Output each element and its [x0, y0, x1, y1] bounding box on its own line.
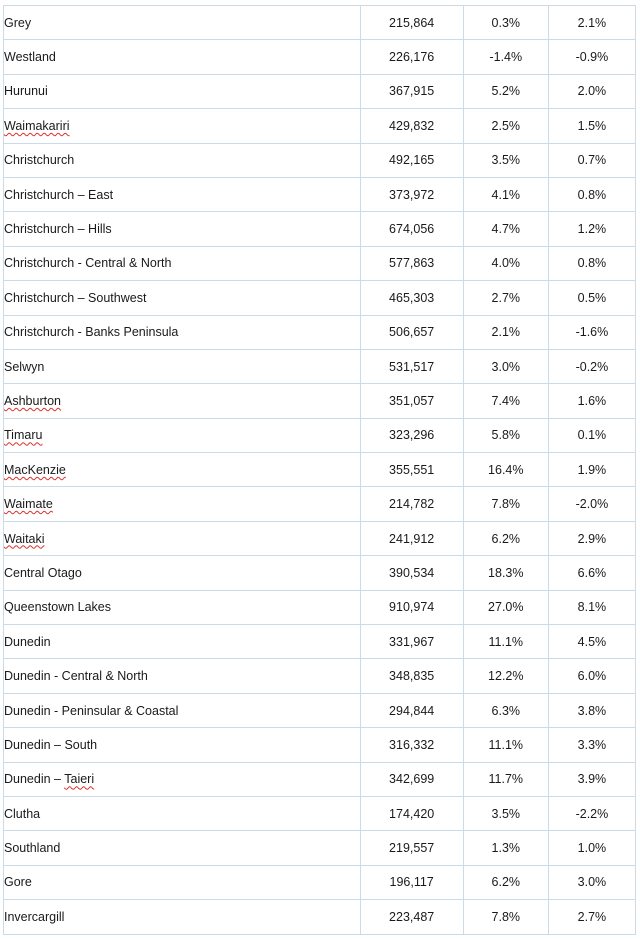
value-cell[interactable]: 342,699: [360, 762, 463, 796]
spellcheck-flagged-word: Waitaki: [4, 531, 45, 546]
region-name-cell[interactable]: [4, 349, 361, 383]
region-name-cell[interactable]: [4, 762, 361, 796]
value-cell[interactable]: 355,551: [360, 453, 463, 487]
table-row: [4, 349, 636, 383]
region-name-cell[interactable]: [4, 40, 361, 74]
value-cell[interactable]: 373,972: [360, 177, 463, 211]
region-name-text: Selwyn: [4, 359, 45, 374]
value-cell[interactable]: 390,534: [360, 556, 463, 590]
annual-change-cell[interactable]: 0.5%: [548, 281, 635, 315]
table-row: [4, 831, 636, 865]
annual-change-cell[interactable]: -1.6%: [548, 315, 635, 349]
spellcheck-flagged-word: Ashburton: [4, 393, 61, 408]
region-name-prefix: Dunedin –: [4, 772, 65, 787]
value-cell[interactable]: 174,420: [360, 796, 463, 830]
region-name-cell[interactable]: [4, 900, 361, 934]
annual-change-cell[interactable]: 0.1%: [548, 418, 635, 452]
region-name-cell[interactable]: [4, 109, 361, 143]
value-cell[interactable]: 506,657: [360, 315, 463, 349]
region-name-text: Westland: [4, 50, 56, 65]
region-name-text: Christchurch – East: [4, 187, 114, 202]
annual-change-cell[interactable]: 2.1%: [548, 6, 635, 40]
percent-change-cell[interactable]: 7.4%: [463, 384, 548, 418]
value-cell[interactable]: 215,864: [360, 6, 463, 40]
annual-change-cell[interactable]: 1.6%: [548, 384, 635, 418]
spellcheck-flagged-word: Timaru: [4, 428, 43, 443]
value-cell[interactable]: 348,835: [360, 659, 463, 693]
region-name-cell[interactable]: [4, 487, 361, 521]
annual-change-cell[interactable]: -2.2%: [548, 796, 635, 830]
annual-change-cell[interactable]: 0.7%: [548, 143, 635, 177]
percent-change-cell[interactable]: 4.1%: [463, 177, 548, 211]
table-row: [4, 556, 636, 590]
percent-change-cell[interactable]: 3.5%: [463, 796, 548, 830]
value-cell[interactable]: 429,832: [360, 109, 463, 143]
region-name-text: Christchurch – Hills: [4, 222, 112, 237]
table-row: [4, 418, 636, 452]
table-row: [4, 659, 636, 693]
percent-change-cell[interactable]: 16.4%: [463, 453, 548, 487]
region-name-cell[interactable]: [4, 728, 361, 762]
table-row: [4, 728, 636, 762]
annual-change-cell[interactable]: 1.5%: [548, 109, 635, 143]
percent-change-cell[interactable]: 11.1%: [463, 728, 548, 762]
percent-change-cell[interactable]: 6.2%: [463, 865, 548, 899]
table-row: [4, 315, 636, 349]
value-cell[interactable]: 577,863: [360, 246, 463, 280]
value-cell[interactable]: 465,303: [360, 281, 463, 315]
annual-change-cell[interactable]: 0.8%: [548, 246, 635, 280]
value-cell[interactable]: 367,915: [360, 74, 463, 108]
value-cell[interactable]: 316,332: [360, 728, 463, 762]
region-name-cell[interactable]: [4, 796, 361, 830]
region-name-text: Christchurch: [4, 153, 75, 168]
region-name-text: Hurunui: [4, 84, 48, 99]
annual-change-cell[interactable]: 1.9%: [548, 453, 635, 487]
table-row: [4, 40, 636, 74]
region-name-cell[interactable]: [4, 6, 361, 40]
region-name-text: Central Otago: [4, 565, 82, 580]
region-name-cell[interactable]: [4, 625, 361, 659]
region-name-cell[interactable]: [4, 143, 361, 177]
table-row: [4, 143, 636, 177]
percent-change-cell[interactable]: 3.0%: [463, 349, 548, 383]
region-name-cell[interactable]: [4, 418, 361, 452]
region-name-cell[interactable]: [4, 556, 361, 590]
annual-change-cell[interactable]: 3.3%: [548, 728, 635, 762]
table-body: [4, 6, 636, 935]
annual-change-cell[interactable]: 0.8%: [548, 177, 635, 211]
value-cell[interactable]: 351,057: [360, 384, 463, 418]
region-name-cell[interactable]: [4, 74, 361, 108]
table-row: [4, 762, 636, 796]
region-data-table: [3, 5, 636, 935]
table-row: [4, 900, 636, 934]
value-cell[interactable]: 214,782: [360, 487, 463, 521]
percent-change-cell[interactable]: 4.0%: [463, 246, 548, 280]
annual-change-cell[interactable]: -2.0%: [548, 487, 635, 521]
value-cell[interactable]: 674,056: [360, 212, 463, 246]
annual-change-cell[interactable]: 1.2%: [548, 212, 635, 246]
percent-change-cell[interactable]: 2.7%: [463, 281, 548, 315]
value-cell[interactable]: 226,176: [360, 40, 463, 74]
annual-change-cell[interactable]: 6.0%: [548, 659, 635, 693]
annual-change-cell[interactable]: 4.5%: [548, 625, 635, 659]
annual-change-cell[interactable]: 3.0%: [548, 865, 635, 899]
table-row: [4, 6, 636, 40]
table-row: [4, 865, 636, 899]
region-name-cell[interactable]: [4, 246, 361, 280]
region-name-text: Southland: [4, 841, 61, 856]
percent-change-cell[interactable]: 0.3%: [463, 6, 548, 40]
value-cell[interactable]: 219,557: [360, 831, 463, 865]
percent-change-cell[interactable]: 5.8%: [463, 418, 548, 452]
table-row: [4, 521, 636, 555]
table-row: [4, 625, 636, 659]
table-row: [4, 212, 636, 246]
percent-change-cell[interactable]: 18.3%: [463, 556, 548, 590]
percent-change-cell[interactable]: 2.1%: [463, 315, 548, 349]
region-name-cell[interactable]: [4, 865, 361, 899]
table-row: [4, 796, 636, 830]
annual-change-cell[interactable]: 2.7%: [548, 900, 635, 934]
percent-change-cell[interactable]: 2.5%: [463, 109, 548, 143]
spellcheck-flagged-word: Taieri: [64, 772, 95, 787]
value-cell[interactable]: 323,296: [360, 418, 463, 452]
percent-change-cell[interactable]: 12.2%: [463, 659, 548, 693]
table-row: [4, 109, 636, 143]
annual-change-cell[interactable]: 2.9%: [548, 521, 635, 555]
region-name-text: Grey: [4, 15, 32, 30]
annual-change-cell[interactable]: 8.1%: [548, 590, 635, 624]
value-cell[interactable]: 241,912: [360, 521, 463, 555]
region-name-cell[interactable]: [4, 453, 361, 487]
region-name-text: Dunedin - Peninsular & Coastal: [4, 703, 179, 718]
annual-change-cell[interactable]: 6.6%: [548, 556, 635, 590]
region-name-cell[interactable]: [4, 521, 361, 555]
annual-change-cell[interactable]: 3.9%: [548, 762, 635, 796]
region-name-text: Clutha: [4, 806, 41, 821]
table-row: [4, 384, 636, 418]
value-cell[interactable]: 223,487: [360, 900, 463, 934]
region-name-cell[interactable]: [4, 177, 361, 211]
value-cell[interactable]: 196,117: [360, 865, 463, 899]
percent-change-cell[interactable]: 5.2%: [463, 74, 548, 108]
spellcheck-flagged-word: Waimakariri: [4, 118, 70, 133]
percent-change-cell[interactable]: 7.8%: [463, 900, 548, 934]
percent-change-cell[interactable]: 11.1%: [463, 625, 548, 659]
spellcheck-flagged-word: MacKenzie: [4, 462, 66, 477]
region-name-text: Gore: [4, 875, 32, 890]
annual-change-cell[interactable]: -0.9%: [548, 40, 635, 74]
table-row: [4, 487, 636, 521]
region-name-cell[interactable]: [4, 315, 361, 349]
value-cell[interactable]: 531,517: [360, 349, 463, 383]
region-name-text: Dunedin: [4, 634, 51, 649]
table-row: [4, 246, 636, 280]
percent-change-cell[interactable]: 11.7%: [463, 762, 548, 796]
table-row: [4, 281, 636, 315]
value-cell[interactable]: 331,967: [360, 625, 463, 659]
region-name-cell[interactable]: [4, 831, 361, 865]
percent-change-cell[interactable]: -1.4%: [463, 40, 548, 74]
percent-change-cell[interactable]: 6.2%: [463, 521, 548, 555]
region-name-cell[interactable]: [4, 281, 361, 315]
region-name-cell[interactable]: [4, 693, 361, 727]
region-name-cell[interactable]: [4, 659, 361, 693]
region-name-text: Dunedin - Central & North: [4, 669, 148, 684]
spellcheck-flagged-word: Waimate: [4, 497, 53, 512]
value-cell[interactable]: 294,844: [360, 693, 463, 727]
region-name-cell[interactable]: [4, 384, 361, 418]
table-row: [4, 177, 636, 211]
percent-change-cell[interactable]: 27.0%: [463, 590, 548, 624]
region-name-text: Queenstown Lakes: [4, 600, 112, 615]
percent-change-cell[interactable]: 6.3%: [463, 693, 548, 727]
percent-change-cell[interactable]: 7.8%: [463, 487, 548, 521]
percent-change-cell[interactable]: 3.5%: [463, 143, 548, 177]
table-row: [4, 590, 636, 624]
table-row: [4, 453, 636, 487]
table-row: [4, 74, 636, 108]
region-name-text: Dunedin – South: [4, 737, 98, 752]
region-name-text: Invercargill: [4, 909, 65, 924]
annual-change-cell[interactable]: -0.2%: [548, 349, 635, 383]
percent-change-cell[interactable]: 4.7%: [463, 212, 548, 246]
region-name-cell[interactable]: [4, 212, 361, 246]
annual-change-cell[interactable]: 1.0%: [548, 831, 635, 865]
region-name-text: Christchurch - Banks Peninsula: [4, 325, 179, 340]
annual-change-cell[interactable]: 3.8%: [548, 693, 635, 727]
percent-change-cell[interactable]: 1.3%: [463, 831, 548, 865]
value-cell[interactable]: 910,974: [360, 590, 463, 624]
region-name-text: Christchurch – Southwest: [4, 290, 147, 305]
table-row: [4, 693, 636, 727]
annual-change-cell[interactable]: 2.0%: [548, 74, 635, 108]
region-name-cell[interactable]: [4, 590, 361, 624]
region-name-text: Christchurch - Central & North: [4, 256, 172, 271]
value-cell[interactable]: 492,165: [360, 143, 463, 177]
